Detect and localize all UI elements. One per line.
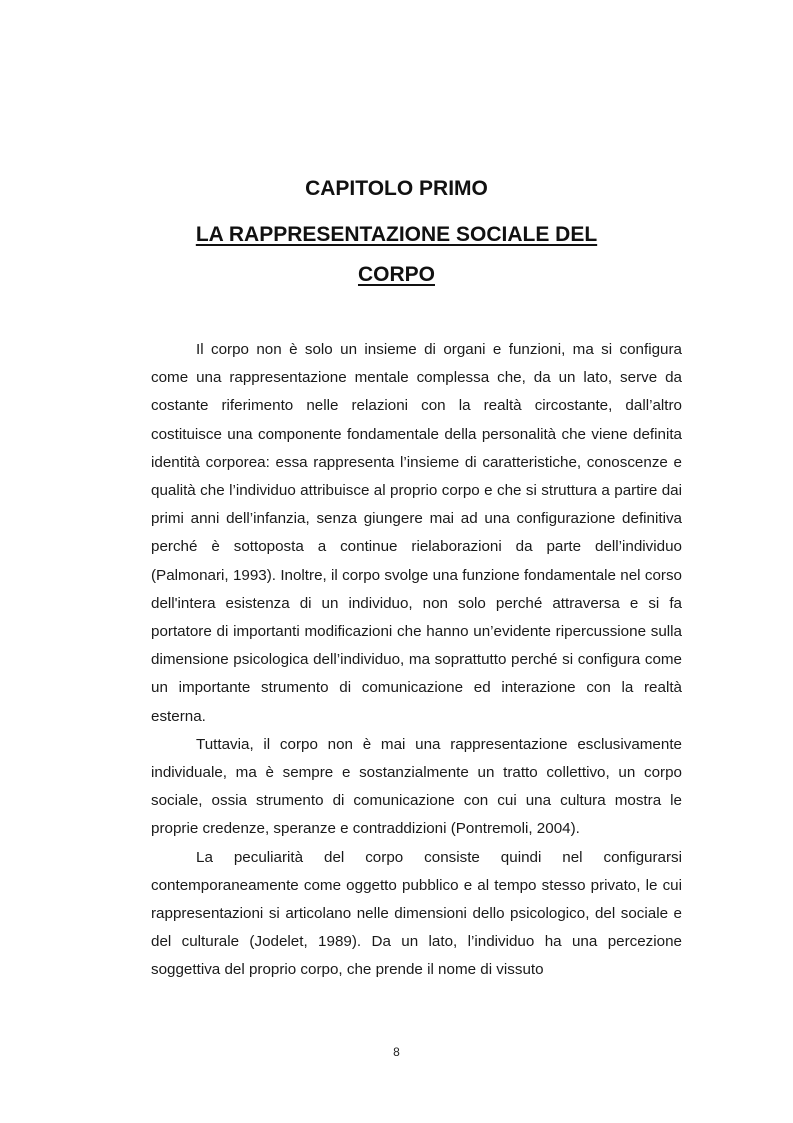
chapter-title-line-2: CORPO xyxy=(357,263,435,286)
page-number: 8 xyxy=(393,1045,400,1059)
paragraph-1: Il corpo non è solo un insieme di organi e funzioni, ma si configura come una rappresentazione mentale complessa che, da un lato, serve da costante riferimento nelle relazioni con la realtà circostante, dall’altro costituisce una componente fondamentale della personalità che viene definita identità corporea: essa rappresenta l’insieme di caratteristiche, conoscenze e qualità che l’individuo attribuisce al proprio corpo e che si struttura a partire dai primi anni dell’infanzia, senza giungere mai ad una configurazione definitiva perché è sottoposta a continue rielaborazioni da parte dell’individuo (Palmonari, 1993). Inoltre, il corpo svolge una funzione fondamentale nel corso dell'intera esistenza di un individuo, non solo perché attraversa e si fa portatore di importanti modificazioni che hanno un’evidente ripercussione sulla dimensione psicologica dell’individuo, ma soprattutto perché si configura come un importante strumento di comunicazione ed interazione con la realtà esterna. xyxy=(151,341,682,725)
body-text xyxy=(151,336,682,985)
paragraph-2: Tuttavia, il corpo non è mai una rappresentazione esclusivamente individuale, ma è sempre e sostanzialmente un tratto collettivo, un corpo sociale, ossia strumento di comunicazione con cui una cultura mostra le proprie credenze, speranze e contraddizioni (Pontremoli, 2004). xyxy=(151,735,682,838)
chapter-title-line-1: LA RAPPRESENTAZIONE SOCIALE DEL xyxy=(195,223,598,246)
chapter-label: CAPITOLO PRIMO xyxy=(305,177,488,200)
paragraph-3: La peculiarità del corpo consiste quindi nel configurarsi contemporaneamente come oggetto pubblico e al tempo stesso privato, le cui rappresentazioni si articolano nelle dimensioni dello psicologico, del sociale e del culturale (Jodelet, 1989). Da un lato, l’individuo ha una percezione soggettiva del proprio corpo, che prende il nome di vissuto xyxy=(151,848,682,979)
